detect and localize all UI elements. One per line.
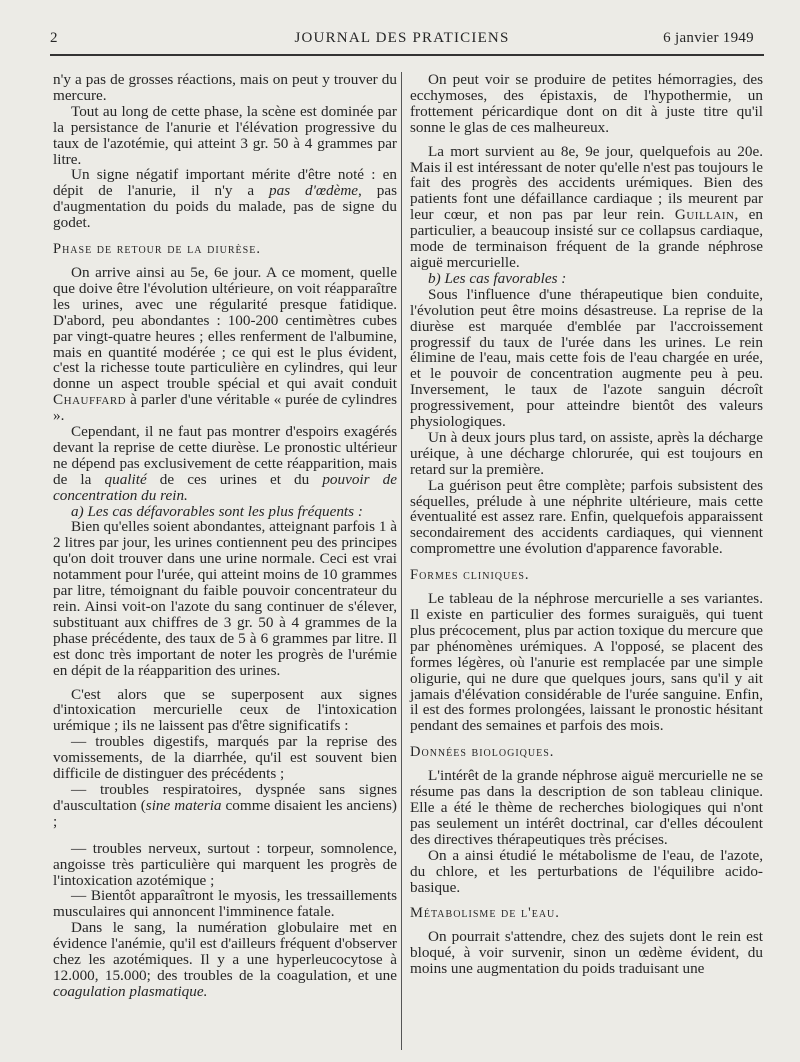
section-heading: Phase de retour de la diurèse. [53, 241, 261, 258]
author-name: Chauffard [53, 391, 127, 409]
right-column [410, 72, 763, 977]
paragraph: Sous l'influence d'une thérapeutique bien conduite, l'évolution peut être moins désastreuse. La reprise de la diurèse est marquée d'emblée par l'accroissement progressif du taux de l'urée dans les urines. Le rein élimine de l'eau, mais cette fois de l'eau chargée en urée, et le pouvoir de concentration augmente peu à peu. Inversement, le taux de l'azote sanguin décroît progressivement, pour atteindre bientôt des valeurs physiologiques. [410, 285, 763, 431]
section-heading: Formes cliniques. [410, 567, 530, 584]
paragraph: La mort survient au 8e, 9e jour, quelquefois au 20e. Mais il est intéressant de noter qu'elle n'est pas toujours le fait des progrès des accidents urémiques. Bien des patients font une défaillance cardiaque ; ils meurent par leur cœur, et non pas par leur rein. Guillain, en particulier, a beaucoup insisté sur ce collapsus cardiaque, mode de terminaison fréquent de la grande néphrose aiguë mercurielle. [410, 142, 763, 271]
paragraph: La guérison peut être complète; parfois subsistent des séquelles, prélude à une néphrite ultérieure, mais cette éventualité est assez rare. Enfin, quelquefois apparaissent secondairement des accidents cardiaques, qui viennent compromettre une évolution d'apparence favorable. [410, 476, 763, 558]
paragraph: Dans le sang, la numération globulaire met en évidence l'anémie, qu'il est d'ailleurs fréquent d'observer chez les azotémiques. Il y a une hyperleucocytose à 12.000, 15.000; des troubles de la coagulation, et une coagulation plasmatique. [53, 919, 397, 1000]
paragraph: Un signe négatif important mérite d'être noté : en dépit de l'anurie, il n'y a pas d'œdème, pas d'augmentation du poids du malade, pas de signe du godet. [53, 166, 397, 232]
author-name: Guillain [674, 206, 735, 224]
paragraph: Bien qu'elles soient abondantes, atteignant parfois 1 à 2 litres par jour, les urines contiennent peu des principes qu'on doit trouver dans une urine normale. Ceci est vrai notamment pour l'urée, qui atteint moins de 10 grammes par litre, témoignant du faible pouvoir concentrateur du rein. Ainsi voit-on l'azote du sang continuer de s'élever, substituant aux chiffres de 3 gr. 50 à 4 grammes de la phase précédente, des taux de 5 à 6 grammes par litre. Il est donc très important de noter les progrès de l'urémie en dépit de la réapparition des urines. [53, 518, 397, 679]
paragraph: Cependant, il ne faut pas montrer d'espoirs exagérés devant la reprise de cette diurèse. Le pronostic ultérieur ne dépend pas exclusivement de cette réapparition, mais de la qualité de ces urines et du pouvoir de concentration du rein. [53, 423, 397, 504]
list-item: — troubles nerveux, surtout : torpeur, somnolence, angoisse très particulière qui marquent les progrès de l'intoxication azotémique ; [53, 839, 397, 889]
list-item: — troubles respiratoires, dyspnée sans signes d'auscultation (sine materia comme disaient les anciens) ; [53, 780, 397, 830]
paragraph: Tout au long de cette phase, la scène est dominée par la persistance de l'anurie et l'élévation progressive du taux de l'azotémie, qui atteint 3 gr. 50 à 4 grammes par litre. [53, 102, 397, 168]
list-item: — troubles digestifs, marqués par la reprise des vomissements, de la diarrhée, qu'il est souvent bien difficile de distinguer des précédents ; [53, 733, 397, 783]
paragraph: n'y a pas de grosses réactions, mais on peut y trouver du mercure. [53, 71, 397, 104]
page-number: 2 [50, 30, 58, 46]
paragraph: L'intérêt de la grande néphrose aiguë mercurielle ne se résume pas dans la description de son tableau clinique. Elle a été le thème de recherches biologiques qui n'ont pas seulement un intérêt doctrinal, car d'elles découlent des directives thérapeutiques très précises. [410, 767, 763, 848]
journal-title: JOURNAL DES PRATICIENS [294, 30, 510, 46]
header-rule [50, 54, 764, 56]
section-heading: Données biologiques. [410, 744, 555, 761]
subheading: a) Les cas défavorables sont les plus fréquents : [71, 502, 363, 520]
section-heading: Métabolisme de l'eau. [410, 905, 560, 922]
list-item: — Bientôt apparaîtront le myosis, les tressaillements musculaires qui annoncent l'imminence fatale. [53, 887, 397, 921]
running-header [50, 28, 754, 52]
left-column [53, 72, 397, 1000]
paragraph: Le tableau de la néphrose mercurielle a ses variantes. Il existe en particulier des formes suraiguës, qui tuent plus précocement, plus par action toxique du mercure que par phénomènes urémiques. A l'opposé, se placent des formes légères, où l'anurie est remplacée par une simple oligurie, qui ne dure que quelques jours, sans qu'il y ait jamais d'élévation considérable de l'urée sanguine. Enfin, il est des formes prolongées, laissant le pronostic hésitant pendant des semaines et parfois des mois. [410, 590, 763, 735]
paragraph: On a ainsi étudié le métabolisme de l'eau, de l'azote, du chlore, et les perturbations de l'équilibre acido-basique. [410, 846, 763, 896]
paragraph: C'est alors que se superposent aux signes d'intoxication mercurielle ceux de l'intoxication urémique ; ils ne laissent pas d'être significatifs : [53, 685, 397, 735]
subheading: b) Les cas favorables : [428, 269, 567, 287]
paragraph: On peut voir se produire de petites hémorragies, des ecchymoses, des épistaxis, de l'hypothermie, un frottement péricardique dont on dit à juste titre qu'il sonne le glas de ces malheureux. [410, 71, 763, 136]
paragraph: On pourrait s'attendre, chez des sujets dont le rein est bloqué, à voir survenir, sinon un œdème évident, du moins une augmentation du poids traduisant une [410, 928, 763, 978]
paragraph: Un à deux jours plus tard, on assiste, après la décharge uréique, à une décharge chlorurée, qui est toujours en retard sur la première. [410, 428, 763, 478]
paragraph: On arrive ainsi au 5e, 6e jour. A ce moment, quelle que doive être l'évolution ultérieure, on voit réapparaître les urines, avec une régularité presque fatidique. D'abord, peu abondantes : 100-200 centimètres cubes par vingt-quatre heures ; elles renferment de l'albumine, mais en quantité modérée ; ce qui est le plus évident, c'est la richesse toute particulière en cylindres, qui leur donne un aspect trouble spécial et qui avait conduit Chauffard à parler d'une véritable « purée de cylindres ». [53, 263, 397, 425]
issue-date: 6 janvier 1949 [663, 30, 754, 46]
column-divider [401, 72, 402, 1050]
